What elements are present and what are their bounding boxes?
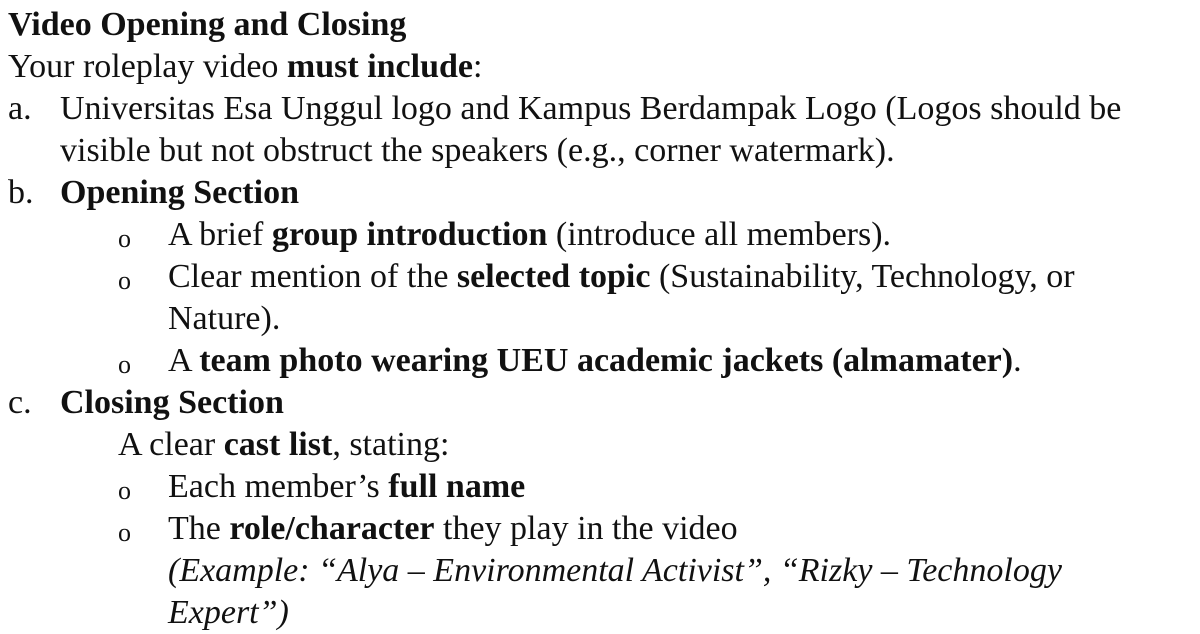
closing-example-line-1 bbox=[168, 550, 1062, 592]
intro-bold: must include bbox=[286, 48, 473, 85]
opening-bullet-3-pre: A bbox=[168, 342, 200, 379]
opening-bullet-2-line-2: Nature). bbox=[168, 300, 281, 337]
intro-prefix: Your roleplay video bbox=[8, 48, 287, 85]
item-a-line-1: Universitas Esa Unggul logo and Kampus Berdampak Logo (Logos should be bbox=[60, 90, 1122, 127]
intro-suffix: : bbox=[473, 48, 483, 85]
opening-bullet-2-bold: selected topic bbox=[456, 258, 651, 295]
closing-bullet-1-pre: Each member’s bbox=[168, 468, 389, 505]
opening-bullet-2 bbox=[168, 256, 1075, 298]
closing-lead-post: , stating: bbox=[332, 426, 450, 463]
closing-lead bbox=[118, 424, 449, 466]
closing-bullet-2-post: they play in the video bbox=[434, 510, 738, 547]
opening-bullet-3-bold: team photo wearing UEU academic jackets (almamater) bbox=[199, 342, 1014, 379]
intro-text bbox=[8, 46, 482, 88]
closing-bullet-2 bbox=[168, 508, 738, 550]
opening-bullet-1-post: (introduce all members). bbox=[547, 216, 892, 253]
bullet-icon: o bbox=[118, 518, 131, 547]
closing-example-text-2: Expert”) bbox=[168, 594, 289, 631]
opening-bullet-1-bold: group introduction bbox=[271, 216, 548, 253]
opening-bullet-2-post: (Sustainability, Technology, or bbox=[650, 258, 1075, 295]
section-title bbox=[8, 4, 406, 46]
section-title-text: Video Opening and Closing bbox=[8, 6, 407, 43]
bullet-icon: o bbox=[118, 476, 131, 505]
closing-bullet-1 bbox=[168, 466, 525, 508]
opening-bullet-2-pre: Clear mention of the bbox=[168, 258, 457, 295]
opening-section-title bbox=[60, 172, 299, 214]
closing-section-title bbox=[60, 382, 284, 424]
item-b-marker: b. bbox=[8, 174, 34, 211]
bullet-icon: o bbox=[118, 350, 131, 379]
opening-bullet-3 bbox=[168, 340, 1022, 382]
closing-bullet-2-bold: role/character bbox=[229, 510, 435, 547]
closing-bullet-2-pre: The bbox=[168, 510, 230, 547]
closing-lead-bold: cast list bbox=[223, 426, 333, 463]
closing-lead-pre: A clear bbox=[118, 426, 224, 463]
item-c-marker: c. bbox=[8, 384, 32, 421]
opening-bullet-1 bbox=[168, 214, 891, 256]
item-a-marker: a. bbox=[8, 90, 32, 127]
closing-example-line-2 bbox=[168, 592, 289, 634]
closing-example-text-1: (Example: “Alya – Environmental Activist”, “Rizky – Technology bbox=[168, 552, 1062, 589]
bullet-icon: o bbox=[118, 224, 131, 253]
closing-section-title-text: Closing Section bbox=[60, 384, 284, 421]
opening-bullet-3-post: . bbox=[1013, 342, 1022, 379]
opening-section-title-text: Opening Section bbox=[60, 174, 299, 211]
bullet-icon: o bbox=[118, 266, 131, 295]
opening-bullet-1-pre: A brief bbox=[168, 216, 272, 253]
closing-bullet-1-bold: full name bbox=[388, 468, 526, 505]
item-a-line-2: visible but not obstruct the speakers (e.g., corner watermark). bbox=[60, 132, 895, 169]
